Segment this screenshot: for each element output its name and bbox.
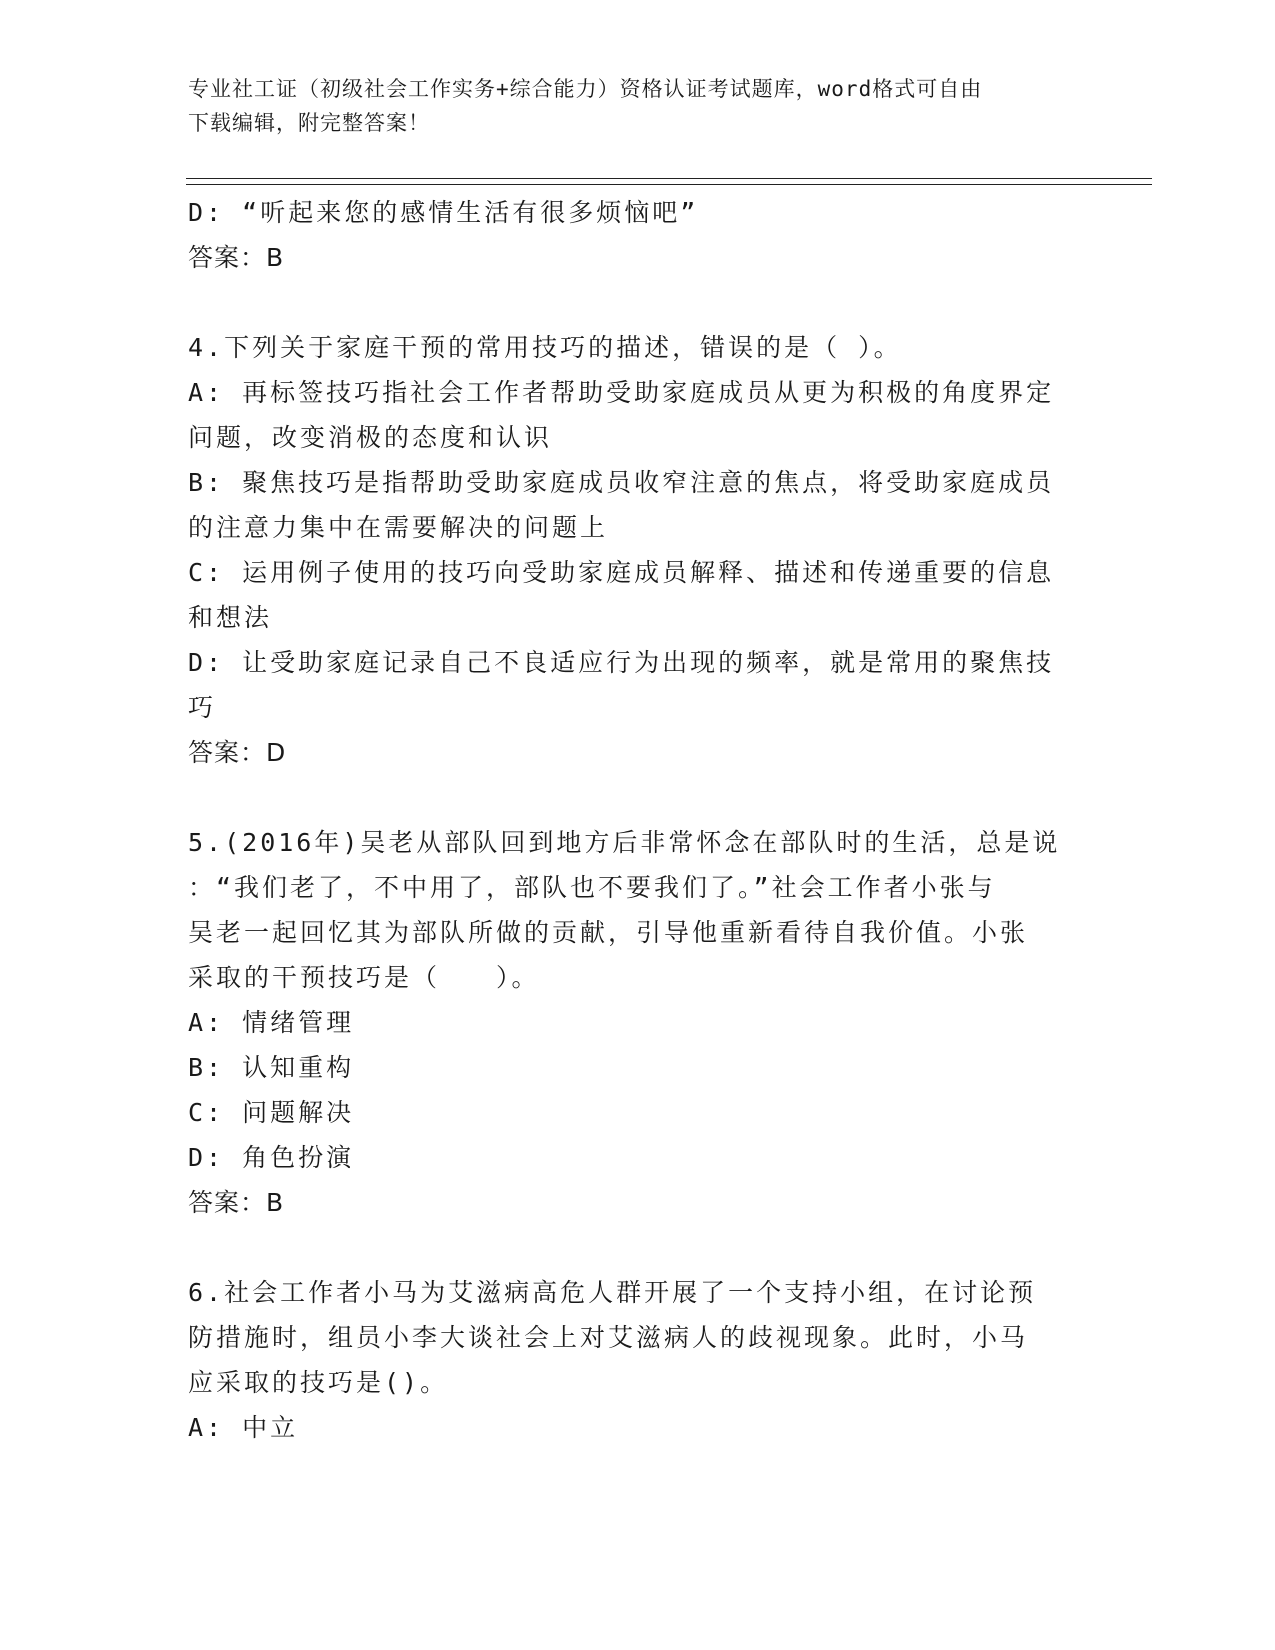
question-stem-line-1: 5.(2016年)吴老从部队回到地方后非常怀念在部队时的生活，总是说 xyxy=(188,828,1061,857)
header-divider-top xyxy=(186,178,1152,179)
header-line-2: 下载编辑，附完整答案！ xyxy=(188,111,430,135)
option-c-line-1: C: 运用例子使用的技巧向受助家庭成员解释、描述和传递重要的信息 xyxy=(188,558,1055,587)
option-d: D: 角色扮演 xyxy=(188,1143,355,1172)
spacer xyxy=(188,1225,1088,1270)
document-header xyxy=(188,72,1088,140)
question-5 xyxy=(188,820,1088,1225)
question-stem-line-2: ：“我们老了，不中用了，部队也不要我们了。”社会工作者小张与 xyxy=(188,873,996,902)
question-stem-line-3: 吴老一起回忆其为部队所做的贡献，引导他重新看待自我价值。小张 xyxy=(188,918,1029,947)
question-list xyxy=(188,190,1088,1450)
question-stem-line-3: 应采取的技巧是()。 xyxy=(188,1368,449,1397)
header-divider-bottom xyxy=(186,184,1152,185)
option-d: D: “听起来您的感情生活有很多烦恼吧” xyxy=(188,198,699,227)
option-c: C: 问题解决 xyxy=(188,1098,355,1127)
option-a: A: 中立 xyxy=(188,1413,299,1442)
option-b-line-2: 的注意力集中在需要解决的问题上 xyxy=(188,513,609,542)
option-a-line-1: A: 再标签技巧指社会工作者帮助受助家庭成员从更为积极的角度界定 xyxy=(188,378,1055,407)
spacer xyxy=(188,775,1088,820)
answer: 答案：B xyxy=(188,243,285,272)
answer: 答案：D xyxy=(188,738,287,767)
header-line-1: 专业社工证（初级社会工作实务+综合能力）资格认证考试题库，word格式可自由 xyxy=(188,77,983,101)
option-b: B: 认知重构 xyxy=(188,1053,355,1082)
option-a-line-2: 问题，改变消极的态度和认识 xyxy=(188,423,553,452)
option-b-line-1: B: 聚焦技巧是指帮助受助家庭成员收窄注意的焦点，将受助家庭成员 xyxy=(188,468,1055,497)
option-d-line-1: D: 让受助家庭记录自己不良适应行为出现的频率，就是常用的聚焦技 xyxy=(188,648,1055,677)
question-stem-line-1: 6.社会工作者小马为艾滋病高危人群开展了一个支持小组，在讨论预 xyxy=(188,1278,1037,1307)
option-d-line-2: 巧 xyxy=(188,693,217,722)
option-a: A: 情绪管理 xyxy=(188,1008,355,1037)
answer: 答案：B xyxy=(188,1188,285,1217)
spacer xyxy=(188,280,1088,325)
question-4 xyxy=(188,325,1088,775)
question-stem: 4.下列关于家庭干预的常用技巧的描述，错误的是（ ）。 xyxy=(188,333,902,362)
question-3-tail xyxy=(188,190,1088,280)
question-stem-line-2: 防措施时，组员小李大谈社会上对艾滋病人的歧视现象。此时，小马 xyxy=(188,1323,1029,1352)
question-stem-line-4: 采取的干预技巧是（ ）。 xyxy=(188,963,540,992)
option-c-line-2: 和想法 xyxy=(188,603,273,632)
question-6 xyxy=(188,1270,1088,1450)
